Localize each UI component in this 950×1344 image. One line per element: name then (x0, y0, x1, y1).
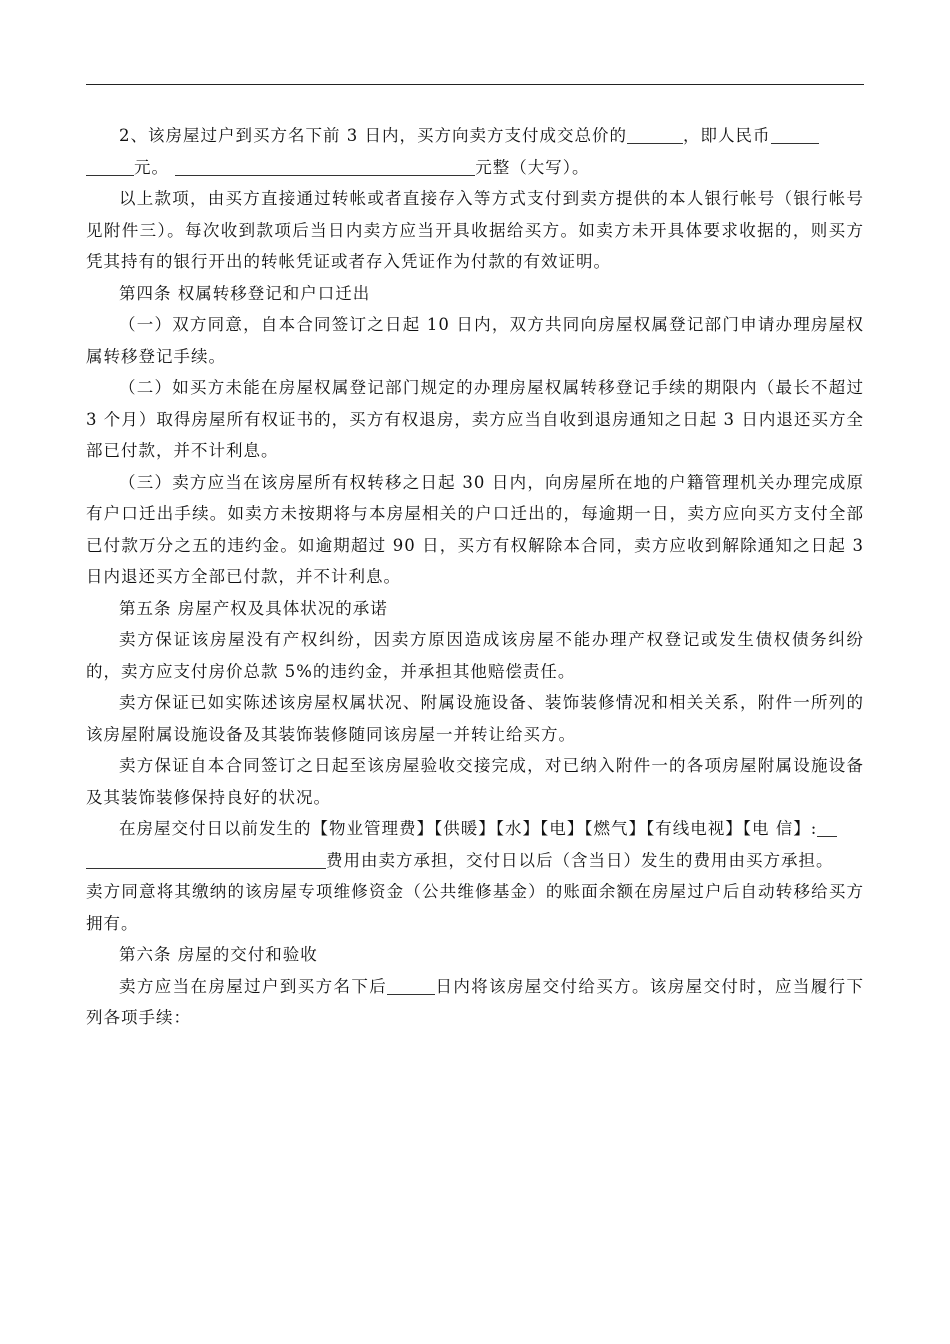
article-4-title: 第四条 权属转移登记和户口迁出 (119, 283, 371, 303)
clause-2-payment: 2、该房屋过户到买方名下前 3 日内，买方向卖方支付成交总价的 ，即人民币 (86, 120, 864, 152)
article-5-para-3: 卖方保证自本合同签订之日起至该房屋验收交接完成，对已纳入附件一的各项房屋附属设施设备及其装饰装修保持良好的状况。 (86, 756, 864, 807)
amount-blank-cont[interactable] (86, 157, 134, 176)
days-blank[interactable] (387, 976, 435, 995)
article-5-para-5: 卖方同意将其缴纳的该房屋专项维修资金（公共维修基金）的账面余额在房屋过户后自动转移给买方拥有。 (86, 882, 864, 933)
article-5-para-4-cont: 费用由卖方承担，交付日以后（含当日）发生的费用由买方承担。 (86, 845, 864, 877)
amount-blank[interactable] (771, 125, 819, 144)
article-5-para-4: 在房屋交付日以前发生的【物业管理费】【供暖】【水】【电】【燃气】【有线电视】【电 信】: (86, 813, 864, 845)
article-4-para-3: （三）卖方应当在该房屋所有权转移之日起 30 日内，向房屋所在地的户籍管理机关办理完成原有户口迁出手续。如卖方未按期将与本房屋相关的户口迁出的，每逾期一日，卖方应向买方支付全部已付款万分之五的违约金。如逾期超过 90 日，买方有权解除本合同，卖方应收到解除通知之日起 3 日内退还买方全部已付款，并不计利息。 (86, 472, 864, 586)
article-5-title: 第五条 房屋产权及具体状况的承诺 (119, 598, 388, 618)
article-6-title: 第六条 房屋的交付和验收 (119, 945, 318, 964)
article-4-para-2: （二）如买方未能在房屋权属登记部门规定的办理房屋权属转移登记手续的期限内（最长不超过 3 个月）取得房屋所有权证书的，买方有权退房，卖方应当自收到退房通知之日起 3 日内退还买方全部已付款，并不计利息。 (86, 378, 864, 460)
percentage-blank[interactable] (627, 125, 683, 144)
payment-note: 以上款项，由买方直接通过转帐或者直接存入等方式支付到卖方提供的本人银行帐号（银行帐号见附件三）。每次收到款项后当日内卖方应当开具收据给买方。如卖方未开具体要求收据的，则买方凭其持有的银行开出的转帐凭证或者存入凭证作为付款的有效证明。 (86, 189, 864, 271)
article-5-para-1: 卖方保证该房屋没有产权纠纷，因卖方原因造成该房屋不能办理产权登记或发生债权债务纠纷的，卖方应支付房价总款 5%的违约金，并承担其他赔偿责任。 (86, 630, 864, 681)
amount-words-blank[interactable] (175, 157, 475, 176)
header-rule (86, 84, 864, 85)
article-4-para-1: （一）双方同意，自本合同签订之日起 10 日内，双方共同向房屋权属登记部门申请办理房屋权属转移登记手续。 (86, 315, 864, 366)
article-5-para-2: 卖方保证已如实陈述该房屋权属状况、附属设施设备、装饰装修情况和相关关系，附件一所列的该房屋附属设施设备及其装饰装修随同该房屋一并转让给买方。 (86, 693, 864, 744)
fees-blank-cont[interactable] (86, 850, 326, 869)
clause-2-amount-line: 元。 元整（大写）。 (86, 152, 864, 184)
document-body (86, 120, 864, 1034)
article-6-para-1: 卖方应当在房屋过户到买方名下后 日内将该房屋交付给买方。该房屋交付时，应当履行下列各项手续： (86, 976, 865, 1027)
fees-blank[interactable] (817, 818, 837, 837)
